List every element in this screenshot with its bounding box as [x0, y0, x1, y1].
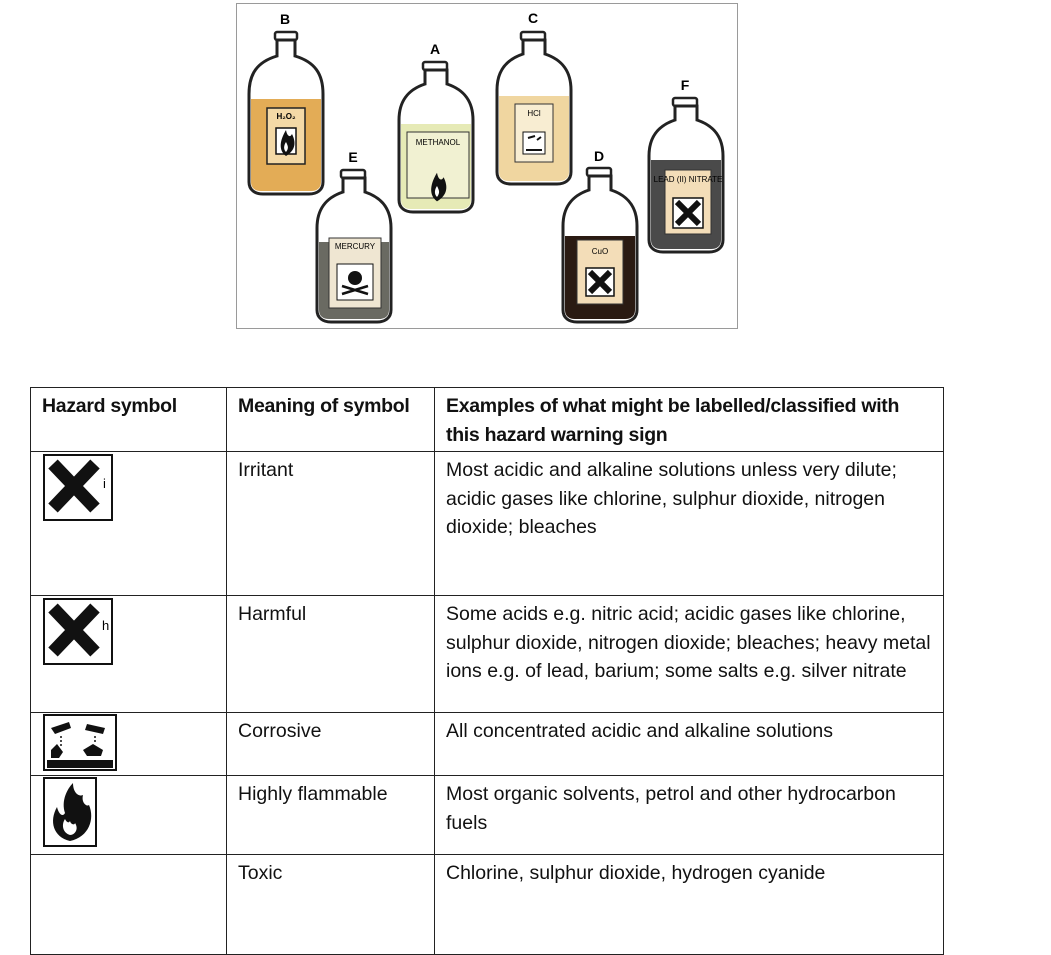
bottles-svg — [237, 4, 737, 328]
flame-icon — [43, 777, 99, 849]
bottle-c-label: HCl — [527, 109, 541, 118]
bottle-f — [649, 77, 723, 252]
examples-cell: Most organic solvents, petrol and other hydrocarbon fuels — [435, 776, 944, 855]
table-row — [31, 713, 944, 776]
symbol-cell — [31, 713, 227, 776]
bottle-d-label: CuO — [591, 247, 609, 256]
bottle-e — [317, 149, 391, 322]
symbol-cell — [31, 452, 227, 596]
bottle-d — [563, 148, 637, 322]
meaning-cell: Corrosive — [227, 713, 435, 776]
meaning-cell: Harmful — [227, 596, 435, 713]
symbol-cell — [31, 855, 227, 955]
symbol-cell — [31, 596, 227, 713]
table-row — [31, 855, 944, 955]
bottle-b — [249, 11, 323, 194]
bottle-d-letter: D — [593, 148, 605, 164]
bottle-b-letter: B — [279, 11, 291, 27]
examples-cell: Most acidic and alkaline solutions unless very dilute; acidic gases like chlorine, sulphur dioxide, nitrogen dioxide; bleaches — [435, 452, 944, 596]
table-header-row — [31, 388, 944, 452]
bottle-a — [399, 41, 473, 212]
bottle-f-letter: F — [680, 77, 690, 93]
hazard-table — [30, 387, 944, 955]
irritant-letter: i — [103, 476, 106, 491]
corrosive-icon — [43, 714, 119, 772]
bottle-e-label: MERCURY — [334, 242, 376, 251]
header-hazard-symbol: Hazard symbol — [31, 388, 227, 452]
bottle-c-letter: C — [527, 10, 539, 26]
header-examples: Examples of what might be labelled/classified with this hazard warning sign — [435, 388, 944, 452]
table-row — [31, 776, 944, 855]
bottle-a-letter: A — [429, 41, 441, 57]
bottle-e-letter: E — [348, 149, 358, 165]
examples-cell: Some acids e.g. nitric acid; acidic gases like chlorine, sulphur dioxide, nitrogen dioxide; bleaches; heavy metal ions e.g. of lead, barium; some salts e.g. silver nitrate — [435, 596, 944, 713]
bottle-b-label: H₂O₂ — [276, 112, 296, 121]
meaning-cell: Irritant — [227, 452, 435, 596]
table-row — [31, 452, 944, 596]
meaning-cell: Highly flammable — [227, 776, 435, 855]
meaning-cell: Toxic — [227, 855, 435, 955]
bottle-c — [497, 10, 571, 184]
symbol-cell — [31, 776, 227, 855]
table-row — [31, 596, 944, 713]
harmful-letter: h — [102, 618, 110, 633]
examples-cell: All concentrated acidic and alkaline solutions — [435, 713, 944, 776]
bottle-a-label: METHANOL — [415, 138, 461, 147]
bottle-f-label: LEAD (II) NITRATE — [653, 175, 723, 184]
harmful-icon — [43, 598, 115, 666]
header-meaning: Meaning of symbol — [227, 388, 435, 452]
bottle-illustration — [236, 3, 738, 329]
irritant-icon — [43, 454, 115, 522]
examples-cell: Chlorine, sulphur dioxide, hydrogen cyanide — [435, 855, 944, 955]
